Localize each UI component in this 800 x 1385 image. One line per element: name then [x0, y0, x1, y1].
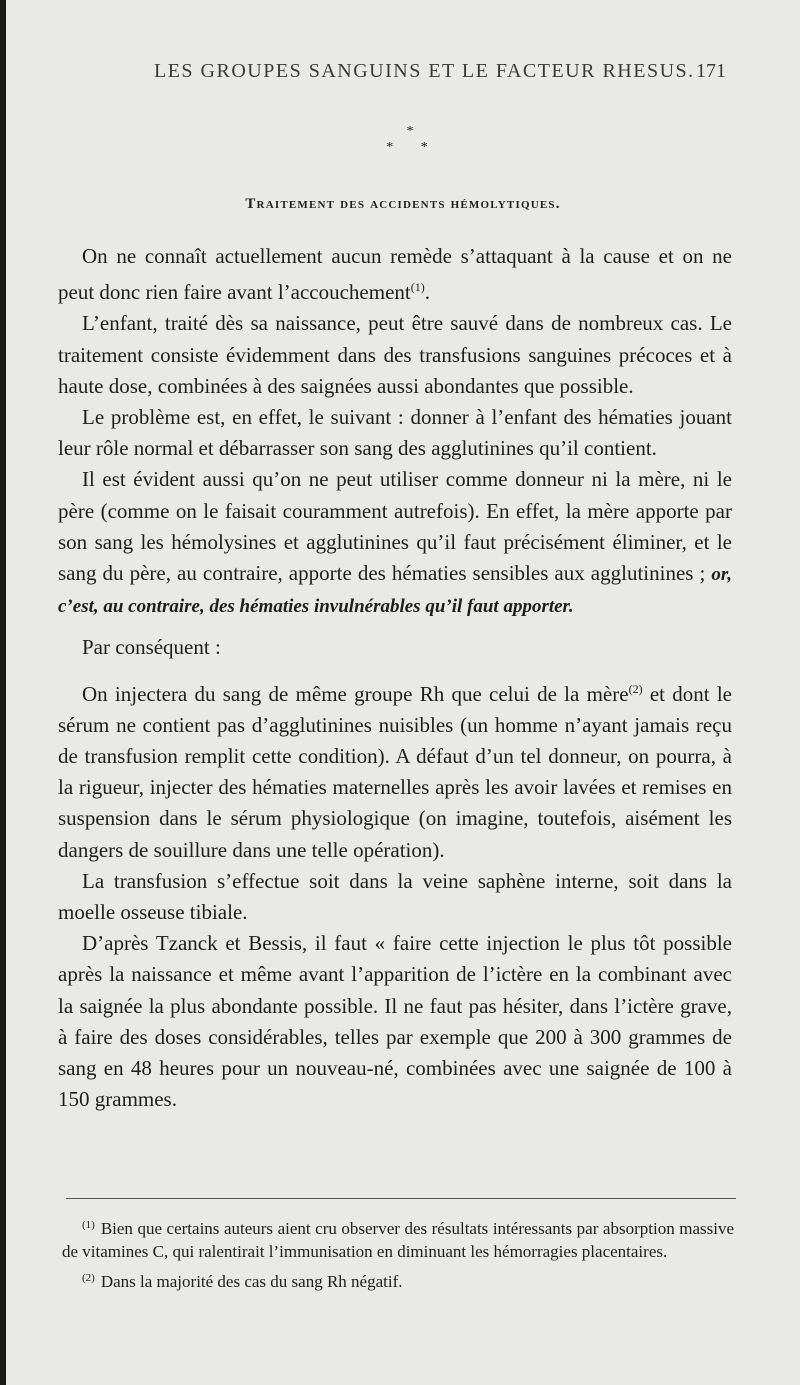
footnote-1-mark: (1): [82, 1219, 95, 1231]
paragraph-3: Le problème est, en effet, le suivant : donner à l’enfant des hématies jouant leur rôle normal et débarrasser son sang des agglutinines qu’il contient.: [58, 405, 732, 461]
footnote-2-text: Dans la majorité des cas du sang Rh négatif.: [100, 1272, 403, 1291]
footnote-ref-1: (1): [410, 280, 425, 295]
running-title: LES GROUPES SANGUINS ET LE FACTEUR RHESUS.: [154, 60, 695, 82]
paragraph-7: La transfusion s’effectue soit dans la veine saphène interne, soit dans la moelle osseuse tibiale.: [58, 868, 732, 925]
paragraph-4: [58, 464, 732, 622]
paragraph-1-text: On ne connaît actuellement aucun remède s’attaquant à la cause et on ne peut donc rien faire avant l’accouchement: [58, 244, 732, 305]
footnote-2: [62, 1267, 734, 1293]
paragraph-4-italic: or, c’est, au contraire, des hématies invulnérables qu’il faut apporter.: [58, 564, 733, 618]
asterism-bottom: * *: [386, 140, 440, 155]
paragraph-6-text-b: et dont le sérum ne contient pas d’agglutinines nuisibles (un homme n’ayant jamais reçu de transfusion remplit cette condition). A défaut d’un tel donneur, on pourra, à la rigueur, injecter des hématies maternelles après les avoir lavées et remises en suspension dans le sérum physiologique (on imagine, toutefois, aisément les dangers de souillure dans une telle opération).: [58, 681, 732, 862]
footnote-2-mark: (2): [82, 1272, 95, 1284]
footnote-1: [62, 1214, 734, 1263]
paragraph-5: Par conséquent :: [82, 635, 221, 660]
paragraph-1-end: .: [424, 280, 430, 305]
section-title: Traitement des accidents hémolytiques.: [245, 196, 561, 212]
paragraph-6-text-a: On injectera du sang de même groupe Rh que celui de la mère: [82, 681, 629, 706]
paragraph-6: [58, 674, 732, 866]
paragraph-2: L’enfant, traité dès sa naissance, peut être sauvé dans de nombreux cas. Le traitement consiste évidemment dans des transfusions sanguines précoces et à haute dose, combinées à des saignées aussi abondantes que possible.: [58, 311, 732, 398]
book-page: [6, 0, 800, 1385]
page-number: 171: [696, 60, 726, 82]
running-head: [6, 54, 800, 88]
body-text: [58, 241, 732, 1115]
asterism-top: *: [406, 124, 414, 139]
footnotes: [62, 1214, 734, 1293]
footnote-divider: [66, 1198, 736, 1199]
asterism-ornament: [6, 124, 800, 156]
footnote-1-text: Bien que certains auteurs aient cru observer des résultats intéressants par absorption massive de vitamines C, qui ralentirait l’immunisation en diminuant les hémorragies placentaires.: [62, 1219, 734, 1261]
paragraph-1: [58, 241, 732, 308]
paragraph-8: D’après Tzanck et Bessis, il faut « faire cette injection le plus tôt possible après la naissance et même avant l’apparition de l’ictère en la combinant avec la saignée la plus abondante possible. Il ne faut pas hésiter, dans l’ictère grave, à faire des doses considérables, telles par exemple que 200 à 300 grammes de sang en 48 heures pour un nouveau-né, combinées avec une saignée de 100 à 150 grammes.: [58, 931, 732, 1112]
paragraph-4-text: Il est évident aussi qu’on ne peut utiliser comme donneur ni la mère, ni le père (comme on le faisait couramment autrefois). En effet, la mère apporte par son sang les hémolysines et agglutinines qu’il faut précisément éliminer, et le sang du père, au contraire, apporte des hématies sensibles aux agglutinines ;: [58, 467, 732, 586]
footnote-ref-2: (2): [628, 681, 643, 696]
